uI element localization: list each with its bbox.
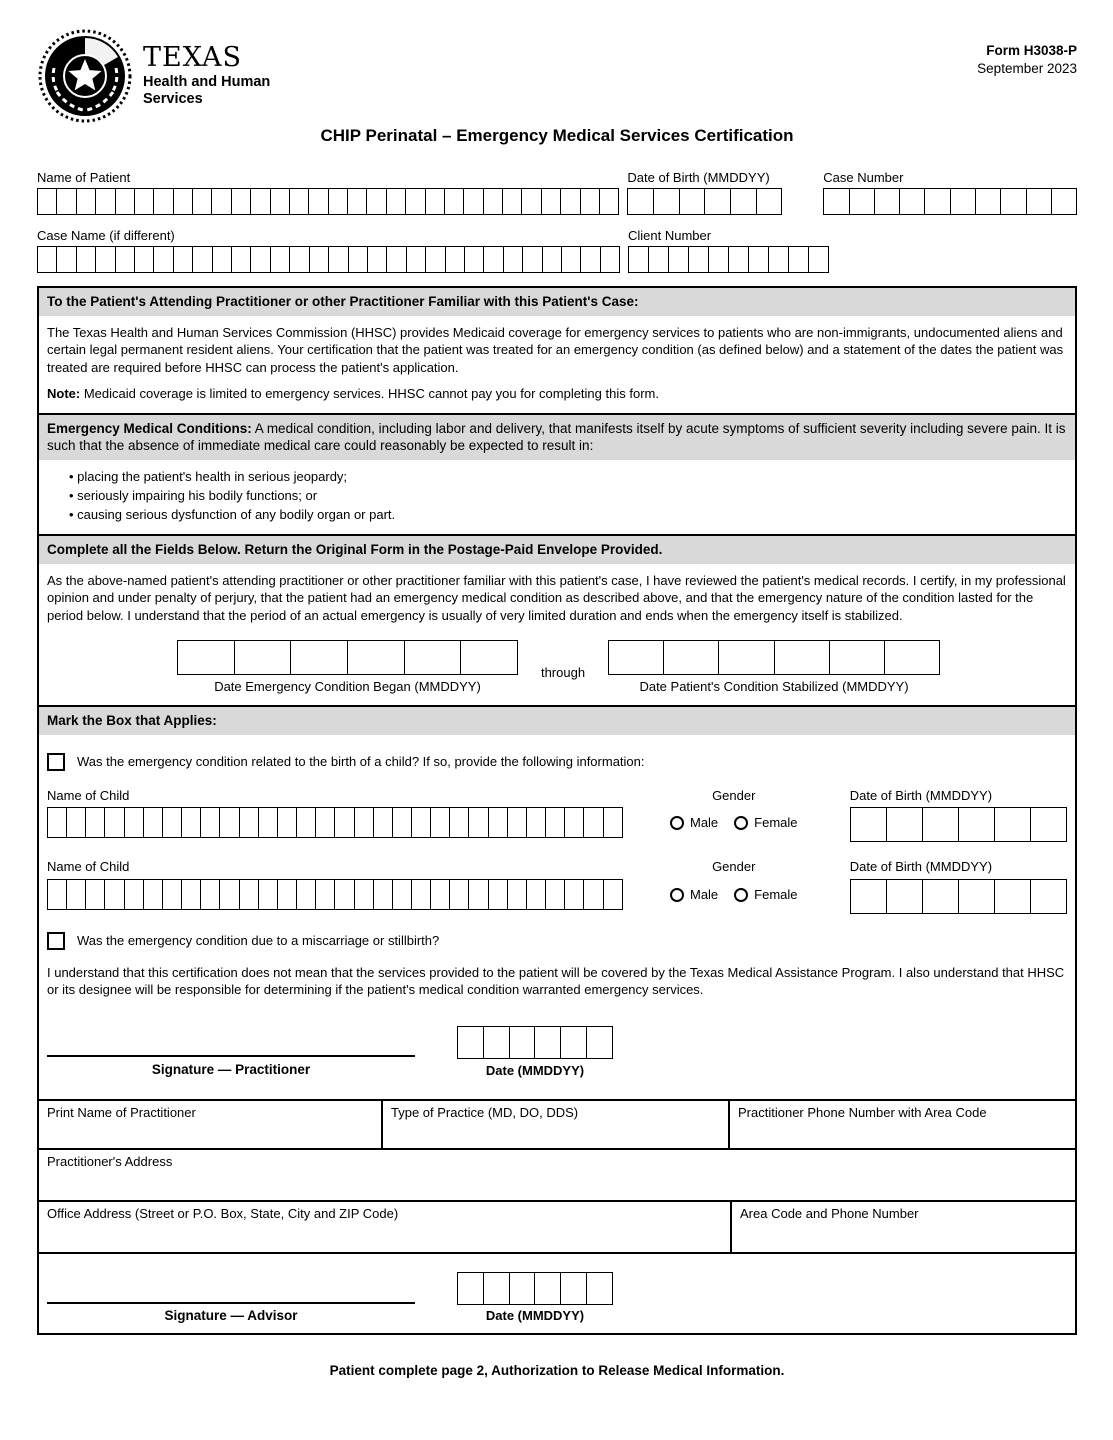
complete-heading: Complete all the Fields Below. Return the Original Form in the Postage-Paid Envelope Provided. [47, 542, 663, 558]
practitioner-address-cell[interactable] [39, 1150, 1075, 1200]
page2-instruction: Patient complete page 2, Authorization to Release Medical Information. [329, 1363, 785, 1379]
patient-name-boxes[interactable] [37, 188, 619, 215]
certify-paragraph: As the above-named patient's attending practitioner or other practitioner familiar with this patient's case, I have reviewed the patient's medical records. I certify, in my professional opinion and under penalty of perjury, that the patient had an emergency medical condition as described above, and that the emergency nature of the condition lasted for the period below. I understand that the period of an actual emergency is usually of very limited duration and ends when the emergency itself is stabilized. [47, 572, 1066, 623]
attending-note [47, 385, 1067, 403]
understanding-paragraph: I understand that this certification does not mean that the services provided to the patient will be covered by the Texas Medical Assistance Program. I also understand that HHSC or its designee will be responsible for determining if the patient's medical condition warranted emergency services. [47, 964, 1065, 998]
child-2-male-option[interactable] [670, 886, 718, 904]
case-number-label: Case Number [823, 170, 904, 185]
mark-heading: Mark the Box that Applies: [47, 713, 217, 729]
client-number-label: Client Number [628, 228, 712, 243]
page-title: CHIP Perinatal – Emergency Medical Services Certification [320, 126, 794, 145]
child-2-gender-label: Gender [712, 859, 756, 875]
male-radio-icon[interactable] [670, 816, 684, 830]
note-label: Note: [47, 386, 81, 402]
bullet-organ-dysfunction: • causing serious dysfunction of any bodily organ or part. [69, 506, 1067, 525]
office-address-cell[interactable] [39, 1202, 732, 1252]
child-1-name-boxes[interactable] [47, 807, 623, 838]
patient-name-label: Name of Patient [37, 170, 131, 185]
child-row-1 [47, 787, 1067, 843]
logo-brand: TEXAS [143, 42, 242, 74]
area-code-phone-cell[interactable] [732, 1202, 1075, 1252]
form-revision-date: September 2023 [977, 61, 1077, 77]
child-2-dob-label: Date of Birth (MMDDYY) [849, 859, 993, 875]
logo-subline-1: Health and Human [143, 74, 271, 91]
child-2-name-boxes[interactable] [47, 879, 623, 910]
child-1-name-label: Name of Child [47, 787, 130, 803]
birth-checkbox[interactable] [47, 753, 65, 771]
client-number-boxes[interactable] [628, 246, 829, 273]
area-code-phone-label: Area Code and Phone Number [740, 1206, 919, 1222]
advisor-signature-label: Signature — Advisor [164, 1308, 298, 1324]
logo-text [143, 44, 270, 107]
form-sections [37, 286, 1077, 1101]
patient-row-2 [37, 228, 1077, 273]
miscarriage-checkbox[interactable] [47, 932, 65, 950]
date-stabilized-boxes[interactable] [608, 640, 940, 675]
bullet-bodily-functions: • seriously impairing his bodily functions; or [69, 487, 1067, 506]
note-text: Medicaid coverage is limited to emergency services. HHSC cannot pay you for completing this form. [80, 386, 659, 402]
logo-subline-2: Services [143, 91, 203, 107]
form-header [37, 28, 1077, 124]
child-row-2 [47, 858, 1067, 914]
patient-row-1 [37, 170, 1077, 215]
date-began-label: Date Emergency Condition Began (MMDDYY) [214, 678, 481, 694]
practitioner-signature-line[interactable] [47, 1013, 415, 1057]
form-number: Form H3038-P [986, 43, 1077, 58]
female-radio-icon[interactable] [734, 816, 748, 830]
emergency-dates-row [47, 634, 1067, 696]
section-attending-practitioner [39, 288, 1075, 415]
advisor-date-boxes[interactable] [457, 1272, 613, 1305]
advisor-signature-row [47, 1260, 1067, 1323]
print-name-cell[interactable] [39, 1101, 383, 1148]
type-of-practice-cell[interactable] [383, 1101, 730, 1148]
case-number-boxes[interactable] [823, 188, 1077, 215]
texas-hhs-seal-icon [37, 28, 133, 124]
table-row-practitioner-info [39, 1101, 1075, 1150]
female-label: Female [754, 886, 798, 902]
advisor-signature-line[interactable] [47, 1260, 415, 1304]
date-stabilized-label: Date Patient's Condition Stabilized (MMDDYY) [639, 678, 909, 694]
date-began-boxes[interactable] [177, 640, 518, 675]
office-address-label: Office Address (Street or P.O. Box, State, City and ZIP Code) [47, 1206, 399, 1222]
practitioner-date-label: Date (MMDDYY) [485, 1062, 585, 1078]
female-label: Female [754, 815, 798, 831]
child-1-male-option[interactable] [670, 814, 718, 832]
practitioner-table [37, 1099, 1077, 1335]
male-label: Male [689, 815, 719, 831]
type-of-practice-label: Type of Practice (MD, DO, DDS) [391, 1105, 579, 1121]
attending-heading: To the Patient's Attending Practitioner or other Practitioner Familiar with this Patient's Case: [47, 294, 639, 309]
advisor-date-label: Date (MMDDYY) [485, 1308, 585, 1324]
birth-question-text: Was the emergency condition related to the birth of a child? If so, provide the following information: [77, 753, 645, 769]
table-row-office-address [39, 1202, 1075, 1254]
attending-body: The Texas Health and Human Services Commission (HHSC) provides Medicaid coverage for emergency services to patients who are non-immigrants, undocumented aliens and certain legal permanent resident aliens. Your certification that the patient was treated for an emergency condition (as defined below) and a statement of the dates the patient was treated are required before HHSC can process the patient's application. [47, 324, 1064, 375]
emergency-heading [39, 415, 1075, 460]
table-row-practitioner-address [39, 1150, 1075, 1202]
miscarriage-question-line [47, 932, 1067, 950]
female-radio-icon[interactable] [734, 888, 748, 902]
child-1-female-option[interactable] [734, 814, 797, 832]
texas-hhs-logo [37, 28, 270, 124]
emergency-heading-text: A medical condition, including labor and delivery, that manifests itself by acute symptoms of sufficient severity including severe pain. It is such that the absence of immediate medical care could reasonably be expected to result in: [47, 420, 1066, 454]
bullet-jeopardy: • placing the patient's health in serious jeopardy; [69, 468, 1067, 487]
child-2-female-option[interactable] [734, 886, 797, 904]
print-name-label: Print Name of Practitioner [47, 1105, 196, 1121]
child-2-name-label: Name of Child [47, 859, 130, 875]
section-emergency-conditions [39, 415, 1075, 537]
child-1-gender-label: Gender [712, 787, 756, 803]
child-1-dob-label: Date of Birth (MMDDYY) [849, 787, 993, 803]
through-label: through [540, 664, 586, 680]
practitioner-signature-row [47, 1013, 1067, 1089]
section-complete-fields [39, 536, 1075, 707]
child-1-dob-boxes[interactable] [850, 807, 1067, 842]
male-label: Male [689, 886, 719, 902]
form-meta [977, 28, 1077, 78]
practitioner-phone-cell[interactable] [730, 1101, 1075, 1148]
patient-dob-label: Date of Birth (MMDDYY) [627, 170, 770, 185]
patient-dob-boxes[interactable] [627, 188, 782, 215]
male-radio-icon[interactable] [670, 888, 684, 902]
section-mark-the-box [39, 707, 1075, 1099]
case-name-label: Case Name (if different) [37, 228, 175, 243]
birth-question-line [47, 753, 1067, 771]
practitioner-date-boxes[interactable] [457, 1026, 613, 1059]
practitioner-signature-label: Signature — Practitioner [151, 1061, 311, 1077]
miscarriage-question-text: Was the emergency condition due to a miscarriage or stillbirth? [77, 932, 440, 948]
emergency-bullet-list [47, 468, 1067, 525]
practitioner-address-label: Practitioner's Address [47, 1154, 173, 1170]
emergency-heading-label: Emergency Medical Conditions: [47, 420, 252, 436]
child-2-dob-boxes[interactable] [850, 879, 1067, 914]
practitioner-phone-label: Practitioner Phone Number with Area Code [738, 1105, 987, 1121]
table-row-advisor-signature [39, 1254, 1075, 1333]
case-name-boxes[interactable] [37, 246, 620, 273]
